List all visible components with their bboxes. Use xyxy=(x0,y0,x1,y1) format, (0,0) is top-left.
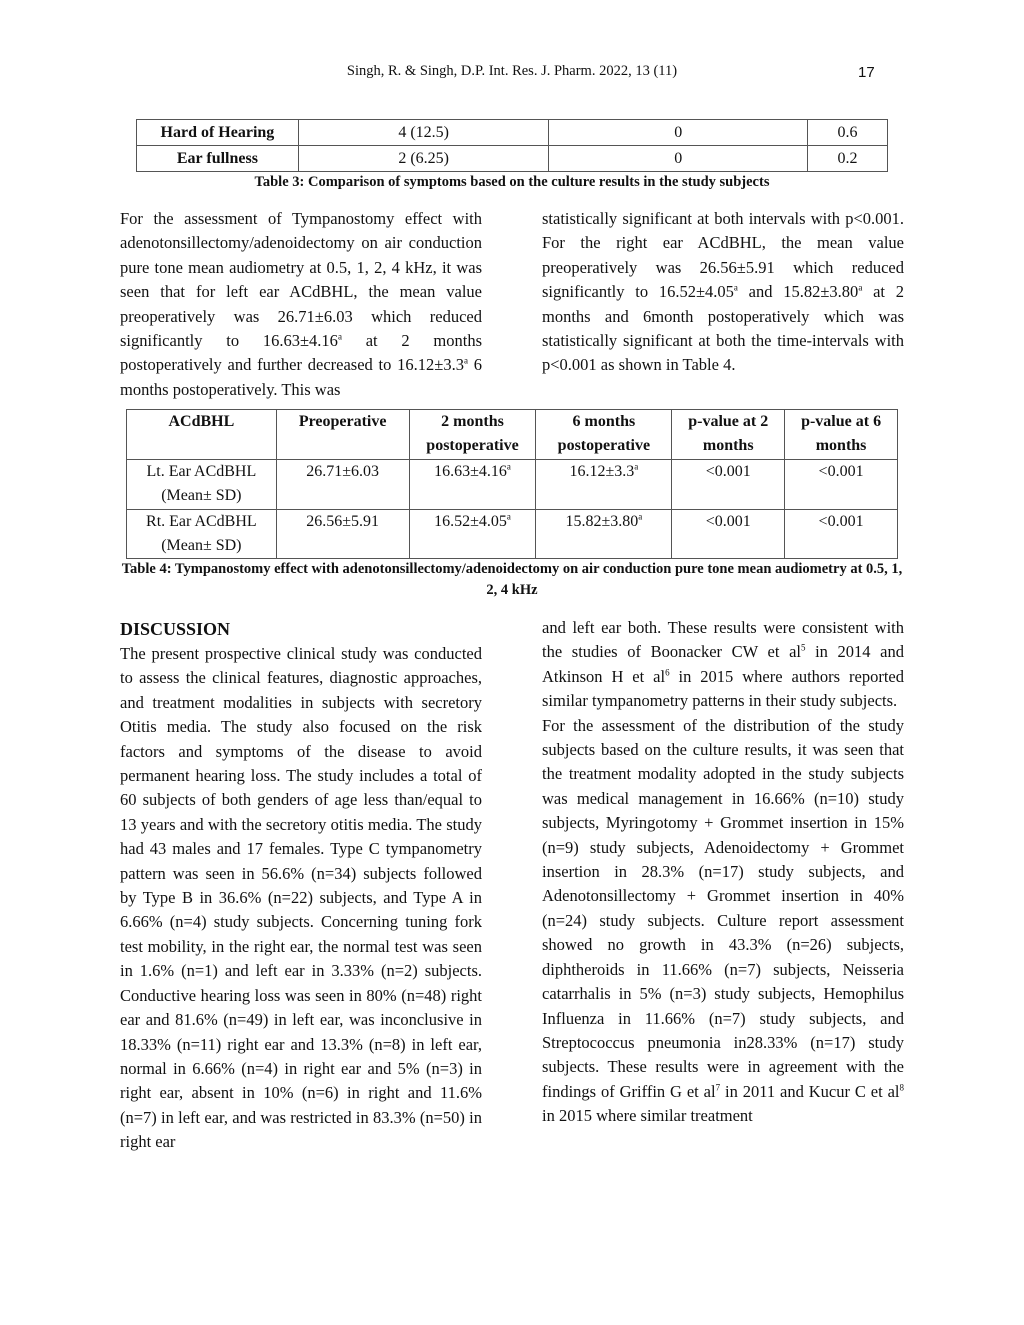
table-cell xyxy=(409,509,536,559)
column-header: ACdBHL xyxy=(127,410,277,460)
column-header: Preoperative xyxy=(276,410,409,460)
table-cell: 26.56±5.91 xyxy=(276,509,409,559)
table-cell: 0.6 xyxy=(808,120,888,146)
table-cell: Lt. Ear ACdBHL (Mean± SD) xyxy=(127,459,277,509)
left-column-paragraph xyxy=(120,207,482,402)
paragraph: The present prospective clinical study was conducted to assess the clinical features, diagnostic approaches, and treatment modalities in subjects with secretory Otitis media. The study also focused on the risk factors and symptoms of the disease to avoid permanent hearing loss. The study includes a total of 60 subjects of both genders of age less than/equal to 13 years and with the secretory otitis media. The study had 43 males and 17 females. Type C tympanometry pattern was seen in 56.6% (n=34) subjects followed by Type B in 36.6% (n=22) subjects, and Type A in 6.66% (n=4) study subjects. Concerning tuning fork test mobility, in the right ear, the normal test was seen in 1.6% (n=1) and left ear in 3.33% (n=2) subjects. Conductive hearing loss was seen in 80% (n=48) right ear and 81.6% (n=49) in left ear, was inconclusive in 18.33% (n=11) right ear and 13.3% (n=8) in left ear, normal in 6.66% (n=4) in right ear and 5% (n=3) in right ear, absent in 10% (n=6) in right and 11.6% (n=7) in left ear, and was restricted in 83.3% (n=50) in right ear xyxy=(120,644,482,1152)
table-cell xyxy=(409,459,536,509)
table-row xyxy=(137,120,888,146)
paragraph xyxy=(542,714,904,1129)
text-run: statistically significant at both intervals with p<0.001. For the right ear ACdBHL, the mean value preoperatively was 26.56±5.91 which reduced significantly to 16.52±4.05 xyxy=(542,209,904,302)
superscript: 8 xyxy=(899,1082,904,1093)
table-header-row xyxy=(127,410,898,460)
superscript: 6 xyxy=(665,667,670,678)
table-cell: 4 (12.5) xyxy=(298,120,549,146)
table-cell xyxy=(536,459,672,509)
right-column-paragraph xyxy=(542,207,904,378)
table-row xyxy=(127,459,898,509)
text-run: and left ear both. These results were consistent with the studies of Boonacker CW et al xyxy=(542,618,904,662)
table-cell: 0 xyxy=(549,146,808,172)
table-cell: <0.001 xyxy=(672,509,785,559)
text-run: in 2015 where similar treatment xyxy=(542,1106,753,1126)
text-run: For the assessment of Tympanostomy effect with adenotonsillectomy/adenoidectomy on air conduction pure tone mean audiometry at 0.5, 1, 2, 4 kHz, it was seen that for left ear ACdBHL, the mean value preoperatively was 26.71±6.03 which reduced significantly to 16.63±4.16 xyxy=(120,209,482,351)
table-row xyxy=(127,509,898,559)
table-cell: 26.71±6.03 xyxy=(276,459,409,509)
cell-value: 16.52±4.05 xyxy=(434,512,507,530)
superscript: a xyxy=(506,461,511,472)
superscript: a xyxy=(463,355,468,366)
paragraph xyxy=(120,207,482,402)
table-3 xyxy=(136,119,888,172)
table-cell: <0.001 xyxy=(785,509,898,559)
discussion-left-column xyxy=(120,616,482,1155)
superscript: a xyxy=(733,282,738,293)
column-header: 2 months postoperative xyxy=(409,410,536,460)
superscript: a xyxy=(634,461,639,472)
paragraph xyxy=(542,207,904,378)
page-number: 17 xyxy=(858,64,875,81)
table-cell: 2 (6.25) xyxy=(298,146,549,172)
table-4 xyxy=(126,409,898,559)
table-cell xyxy=(536,509,672,559)
table-cell: Ear fullness xyxy=(137,146,299,172)
table-cell: 0.2 xyxy=(808,146,888,172)
section-heading: DISCUSSION xyxy=(120,619,231,639)
text-run: in 2014 and Atkinson H et al xyxy=(542,642,904,686)
text-run: at 2 months and 6month postoperatively which was statistically significant at both the time-intervals with p<0.001 as shown in Table 4. xyxy=(542,282,904,375)
cell-value: 16.63±4.16 xyxy=(434,462,507,480)
column-header: p-value at 6 months xyxy=(785,410,898,460)
text-run: 6 months postoperatively. This was xyxy=(120,355,482,399)
text-run: at 2 months postoperatively and further decreased to 16.12±3.3 xyxy=(120,331,483,375)
superscript: a xyxy=(337,331,342,342)
table-cell: <0.001 xyxy=(785,459,898,509)
superscript: a xyxy=(638,511,643,522)
paragraph xyxy=(542,616,904,714)
column-header: 6 months postoperative xyxy=(536,410,672,460)
text-run: and 15.82±3.80 xyxy=(737,282,859,302)
text-run: For the assessment of the distribution of the study subjects based on the culture results, it was seen that the treatment modality adopted in the study subjects was medical management in 16.66% (n=10) study subjects, Myringotomy + Grommet insertion in 15% (n=9) study subjects, Adenoidectomy + Grommet insertion in 28.3% (n=17) study subjects, and Adenotonsillectomy + Grommet insertion in 40% (n=24) study subjects. Culture report assessment showed no growth in 43.3% (n=26) subjects, diphtheroids in 11.66% (n=7) subjects, Neisseria catarrhalis in 5% (n=3) study subjects, Hemophilus Influenza in 11.66% (n=7) study subjects, and Streptococcus pneumonia in28.33% (n=17) study subjects. These results were in agreement with the findings of Griffin G et al xyxy=(542,715,904,1101)
table-3-caption: Table 3: Comparison of symptoms based on the culture results in the study subjects xyxy=(254,174,770,190)
cell-value: 15.82±3.80 xyxy=(565,512,639,530)
table-cell: <0.001 xyxy=(672,459,785,509)
superscript: a xyxy=(506,511,511,522)
superscript: a xyxy=(858,282,863,293)
column-header: p-value at 2 months xyxy=(672,410,785,460)
running-header: Singh, R. & Singh, D.P. Int. Res. J. Pharm. 2022, 13 (11) xyxy=(346,63,678,79)
superscript: 7 xyxy=(715,1082,721,1093)
superscript: 5 xyxy=(800,642,806,653)
discussion-right-column xyxy=(542,616,904,1129)
text-run: in 2015 where authors reported similar tympanometry patterns in their study subjects. xyxy=(542,666,904,711)
table-cell: Hard of Hearing xyxy=(137,120,299,146)
table-cell: Rt. Ear ACdBHL (Mean± SD) xyxy=(127,509,277,559)
table-row xyxy=(137,146,888,172)
table-4-caption: Table 4: Tympanostomy effect with adenotonsillectomy/adenoidectomy on air conduction pure tone mean audiometry at 0.5, 1, 2, 4 kHz xyxy=(121,561,903,598)
cell-value: 16.12±3.3 xyxy=(569,462,635,480)
table-cell: 0 xyxy=(549,120,808,146)
text-run: in 2011 and Kucur C et al xyxy=(720,1081,900,1101)
